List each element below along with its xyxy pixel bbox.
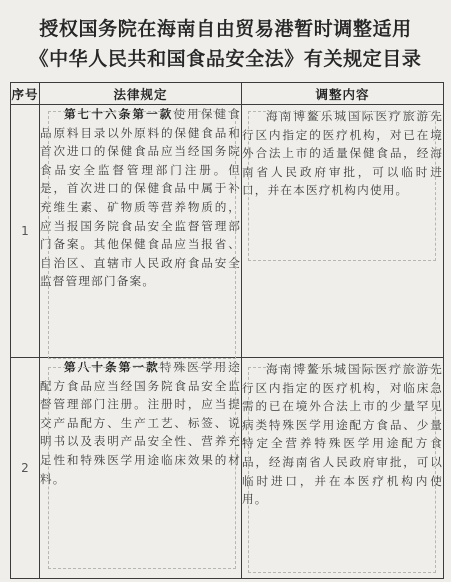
- article-reference: 第七十六条第一款: [64, 107, 174, 121]
- regulations-table: [10, 82, 444, 579]
- document-title-line-1: 授权国务院在海南自由贸易港暂时调整适用: [39, 18, 412, 40]
- row-number: 2: [11, 358, 40, 579]
- table-row: [11, 105, 444, 358]
- adjustment-cell: [242, 105, 444, 358]
- law-text: 特殊医学用途配方食品应当经国务院食品安全监督管理部门注册。注册时，应当提交产品配方、生产工艺、标签、说明书以及表明产品安全性、营养充足性和特殊医学用途临床效果的材料。: [40, 360, 242, 486]
- law-cell: [40, 358, 242, 579]
- document-title-line-2: 《中华人民共和国食品安全法》有关规定目录: [29, 48, 422, 70]
- adjustment-text: 海南博鳌乐城国际医疗旅游先行区内指定的医疗机构，对临床急需的已在境外合法上市的少量罕见病类特殊医学用途配方食品、少量特定全营养特殊医学用途配方食品，经海南省人民政府审批，可以临时进口，并在本医疗机构内使用。: [242, 362, 443, 507]
- law-paragraph: [40, 105, 241, 291]
- article-reference: 第八十条第一款: [64, 360, 160, 374]
- table-row: [11, 358, 444, 579]
- law-cell: [40, 105, 242, 358]
- law-text: 使用保健食品原料目录以外原料的保健食品和首次进口的保健食品应当经国务院食品安全监督管理部门注册。但是，首次进口的保健食品中属于补充维生素、矿物质等营养物质的，应当报国务院食品安全监督管理部门备案。其他保健食品应当报省、自治区、直辖市人民政府食品安全监督管理部门备案。: [40, 107, 241, 289]
- row-number: 1: [11, 105, 40, 358]
- header-adjustment: 调整内容: [242, 83, 444, 105]
- header-law: 法律规定: [40, 83, 242, 105]
- adjustment-cell: [242, 358, 444, 579]
- law-paragraph: [40, 358, 241, 488]
- table-header-row: [11, 83, 444, 105]
- adjustment-text: 海南博鳌乐城国际医疗旅游先行区内指定的医疗机构，对已在境外合法上市的适量保健食品，经海南省人民政府审批，可以临时进口，并在本医疗机构内使用。: [242, 109, 443, 198]
- table-header: [11, 83, 444, 105]
- header-number: 序号: [11, 83, 40, 105]
